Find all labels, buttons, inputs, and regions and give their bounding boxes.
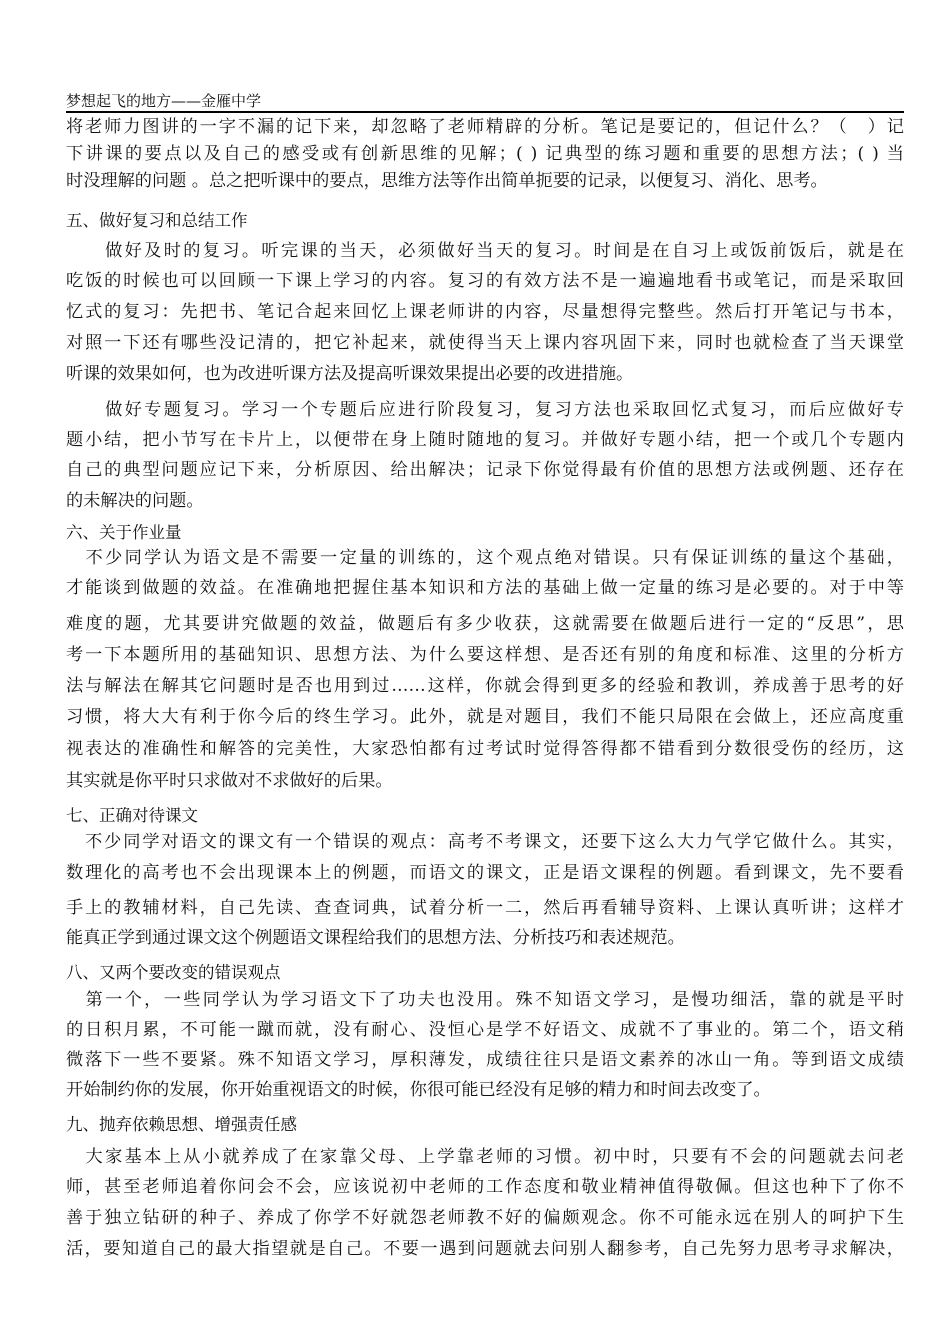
section-heading: 六、关于作业量 xyxy=(66,523,182,542)
page-header: 梦想起飞的地方——金雁中学 xyxy=(66,92,904,113)
text-line: 师，甚至老师追着你问会不会，应该说初中老师的工作态度和敬业精神值得敬佩。但这也种下了你不 xyxy=(66,1177,904,1197)
text-line: 听课的效果如何，也为改进听课方法及提高听课效果提出必要的改进措施。 xyxy=(66,364,634,384)
text-line: 法与解法在解其它问题时是否也用到过……这样，你就会得到更多的经验和教训，养成善于思考的好 xyxy=(66,676,904,696)
text-line: 能真正学到通过课文这个例题语文课程给我们的思想方法、分析技巧和表述规范。 xyxy=(66,928,685,948)
text-line: 习惯，将大大有利于你今后的终生学习。此外，就是对题目，我们不能只局限在会做上，还应高度重 xyxy=(66,707,904,727)
text-line: 下讲课的要点以及自己的感受或有创新思维的见解；( ) 记典型的练习题和重要的思想方法；( ) 当 xyxy=(66,144,904,164)
section-heading: 八、又两个要改变的错误观点 xyxy=(66,963,281,982)
text-line: 做好专题复习。学习一个专题后应进行阶段复习，复习方法也采取回忆式复习，而后应做好专 xyxy=(66,400,904,420)
text-line: 题小结，把小节写在卡片上，以便带在身上随时随地的复习。并做好专题小结，把一个或几个专题内 xyxy=(66,430,904,450)
text-line: 的日积月累，不可能一蹴而就，没有耐心、没恒心是学不好语文、成就不了事业的。第二个，语文稍 xyxy=(66,1020,904,1040)
text-line: 不少同学认为语文是不需要一定量的训练的，这个观点绝对错误。只有保证训练的量这个基础， xyxy=(66,548,904,568)
text-line: 做好及时的复习。听完课的当天，必须做好当天的复习。时间是在自习上或饭前饭后，就是在 xyxy=(66,241,904,261)
text-line: 才能谈到做题的效益。在准确地把握住基本知识和方法的基础上做一定量的练习是必要的。对于中等 xyxy=(66,578,904,598)
text-line: 活，要知道自己的最大指望就是自己。不要一遇到问题就去问别人翻参考，自己先努力思考寻求解决， xyxy=(66,1239,904,1259)
text-line: 开始制约你的发展，你开始重视语文的时候，你很可能已经没有足够的精力和时间去改变了。 xyxy=(66,1080,771,1100)
text-line: 忆式的复习：先把书、笔记合起来回忆上课老师讲的内容，尽量想得完整些。然后打开笔记与书本， xyxy=(66,302,904,322)
text-line: 大家基本上从小就养成了在家靠父母、上学靠老师的习惯。初中时，只要有不会的问题就去问老 xyxy=(66,1147,904,1167)
text-line: 善于独立钻研的种子、养成了你学不好就怨老师教不好的偏颇观念。你不可能永远在别人的呵护下生 xyxy=(66,1208,904,1228)
section-heading: 九、抛弃依赖思想、增强责任感 xyxy=(66,1115,297,1134)
text-line: 手上的教辅材料，自己先读、查查词典，试着分析一二，然后再看辅导资料、上课认真听讲；这样才 xyxy=(66,898,904,918)
text-line: 数理化的高考也不会出现课本上的例题，而语文的课文，正是语文课程的例题。看到课文，先不要看 xyxy=(66,863,904,883)
text-line: 难度的题，尤其要讲究做题的效益，做题后有多少收获，这就需要在做题后进行一定的“反思”，思 xyxy=(66,614,904,634)
text-line: 考一下本题所用的基础知识、思想方法、为什么要这样想、是否还有别的角度和标准、这里的分析方 xyxy=(66,645,904,665)
text-line: 第一个，一些同学认为学习语文下了功夫也没用。殊不知语文学习，是慢功细活，靠的就是平时 xyxy=(66,990,904,1010)
text-line: 的未解决的问题。 xyxy=(66,491,204,511)
section-heading: 五、做好复习和总结工作 xyxy=(66,211,248,230)
text-line: 时没理解的问题 。总之把听课中的要点，思维方法等作出简单扼要的记录，以便复习、消化、思考。 xyxy=(66,171,828,191)
text-line: 视表达的准确性和解答的完美性，大家恐怕都有过考试时觉得答得都不错看到分数很受伤的经历，这 xyxy=(66,739,904,759)
text-line: 其实就是你平时只求做对不求做好的后果。 xyxy=(66,771,393,791)
text-line: 吃饭的时候也可以回顾一下课上学习的内容。复习的有效方法不是一遍遍地看书或笔记，而是采取回 xyxy=(66,271,904,291)
text-line: 对照一下还有哪些没记清的，把它补起来，就使得当天上课内容巩固下来，同时也就检查了当天课堂 xyxy=(66,333,904,353)
text-line: 将老师力图讲的一字不漏的记下来，却忽略了老师精辟的分析。笔记是要记的，但记什么？（ ）记 xyxy=(66,117,904,137)
text-line: 微落下一些不要紧。殊不知语文学习，厚积薄发，成绩往往只是语文素养的冰山一角。等到语文成绩 xyxy=(66,1050,904,1070)
section-heading: 七、正确对待课文 xyxy=(66,806,198,825)
text-line: 自己的典型问题应记下来，分析原因、给出解决；记录下你觉得最有价值的思想方法或例题、还存在 xyxy=(66,460,904,480)
text-line: 不少同学对语文的课文有一个错误的观点：高考不考课文，还要下这么大力气学它做什么。其实， xyxy=(66,832,904,852)
